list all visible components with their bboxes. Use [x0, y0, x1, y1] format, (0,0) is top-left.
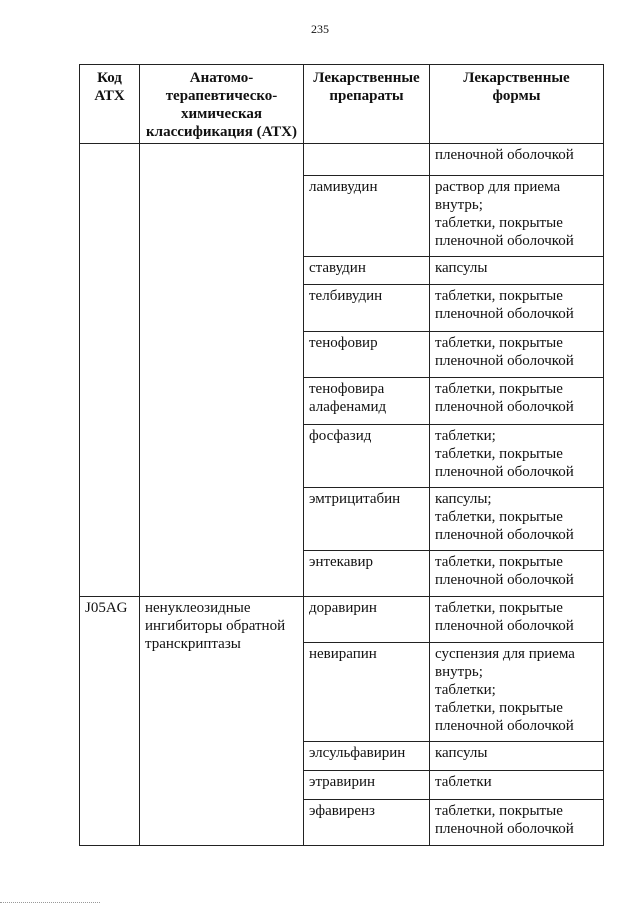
drug-cell: эмтрицитабин	[304, 488, 430, 551]
drug-cell: доравирин	[304, 597, 430, 643]
drug-cell: тенофовир	[304, 332, 430, 378]
forms-cell: таблетки, покрытые пленочной оболочкой	[430, 551, 604, 597]
forms-cell: капсулы	[430, 742, 604, 771]
header-forms: Лекарственные формы	[430, 65, 604, 144]
drug-cell: энтекавир	[304, 551, 430, 597]
drug-cell: тенофовира алафенамид	[304, 378, 430, 425]
forms-cell: таблетки, покрытые пленочной оболочкой	[430, 378, 604, 425]
classification-cell: ненуклеозидные ингибиторы обратной транскриптазы	[140, 597, 304, 846]
forms-cell: раствор для приема внутрь; таблетки, покрытые пленочной оболочкой	[430, 176, 604, 257]
scan-footer-line	[0, 902, 100, 903]
forms-cell: пленочной оболочкой	[430, 144, 604, 176]
forms-cell: суспензия для приема внутрь; таблетки; таблетки, покрытые пленочной оболочкой	[430, 643, 604, 742]
forms-cell: таблетки; таблетки, покрытые пленочной оболочкой	[430, 425, 604, 488]
forms-cell: капсулы; таблетки, покрытые пленочной оболочкой	[430, 488, 604, 551]
drug-cell: фосфазид	[304, 425, 430, 488]
forms-cell: капсулы	[430, 257, 604, 285]
classification-cell-empty	[140, 144, 304, 597]
drug-cell: эфавиренз	[304, 800, 430, 846]
forms-cell: таблетки, покрытые пленочной оболочкой	[430, 332, 604, 378]
forms-cell: таблетки, покрытые пленочной оболочкой	[430, 597, 604, 643]
page-number: 235	[311, 22, 329, 36]
code-cell: J05AG	[80, 597, 140, 846]
forms-cell: таблетки, покрытые пленочной оболочкой	[430, 285, 604, 332]
table-header-row	[80, 65, 604, 144]
header-drugs: Лекарственные препараты	[304, 65, 430, 144]
header-atx-classification: Анатомо- терапевтическо- химическая классификация (АТХ)	[140, 65, 304, 144]
table-row	[80, 144, 604, 176]
header-atx-code: Код АТХ	[80, 65, 140, 144]
forms-cell: таблетки	[430, 771, 604, 800]
drug-cell: невирапин	[304, 643, 430, 742]
drug-cell: ламивудин	[304, 176, 430, 257]
forms-cell: таблетки, покрытые пленочной оболочкой	[430, 800, 604, 846]
drug-cell: телбивудин	[304, 285, 430, 332]
code-cell-empty	[80, 144, 140, 597]
atx-table	[79, 64, 604, 846]
drug-cell: элсульфавирин	[304, 742, 430, 771]
drug-cell-empty	[304, 144, 430, 176]
drug-cell: этравирин	[304, 771, 430, 800]
table-row	[80, 597, 604, 643]
drug-cell: ставудин	[304, 257, 430, 285]
